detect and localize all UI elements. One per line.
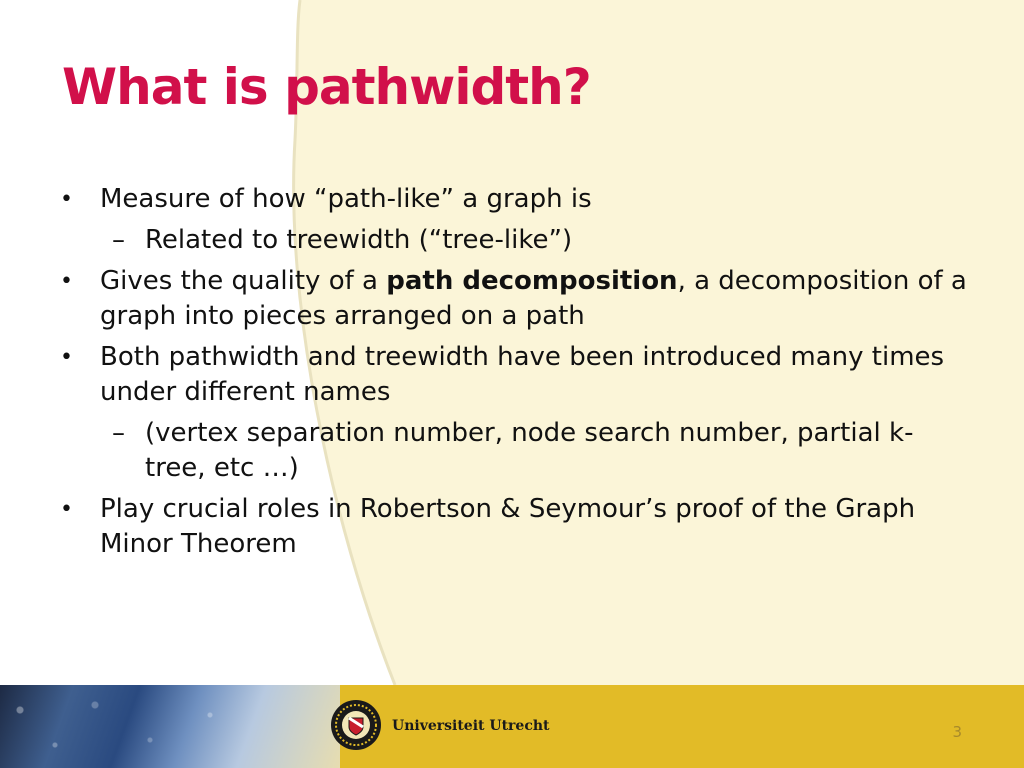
sub-bullet-item [60, 416, 970, 486]
bullet-text: Both pathwidth and treewidth have been introduced many times under different names [100, 342, 945, 407]
bullet-text-after: , a decomposition of a graph into pieces arranged on a path [100, 266, 967, 331]
bullet-text: Measure of how “path-like” a graph is [100, 184, 592, 214]
sub-bullet-item [60, 223, 970, 258]
bullet-text: Play crucial roles in Robertson & Seymour’s proof of the Graph Minor Theorem [100, 494, 916, 559]
sub-bullet-text: Related to treewidth (“tree-like”) [145, 225, 573, 255]
utrecht-seal-icon [330, 699, 382, 751]
bullet-icon: • [60, 187, 73, 212]
dash-icon: – [112, 418, 125, 448]
bullet-icon: • [60, 497, 73, 522]
bullet-list [60, 182, 970, 568]
slide-title: What is pathwidth? [62, 58, 591, 116]
bullet-item [60, 492, 970, 562]
sub-bullet-text: (vertex separation number, node search number, partial k-tree, etc …) [145, 418, 914, 483]
bold-term: path decomposition [386, 266, 678, 296]
dash-icon: – [112, 225, 125, 255]
footer-bar [0, 685, 1024, 768]
page-number: 3 [952, 723, 962, 741]
bullet-item [60, 182, 970, 217]
university-name: Universiteit Utrecht [392, 718, 550, 734]
bullet-item [60, 264, 970, 334]
footer-photo-strip [0, 685, 340, 768]
bullet-item [60, 340, 970, 410]
bullet-icon: • [60, 269, 73, 294]
bullet-icon: • [60, 345, 73, 370]
bullet-text-before: Gives the quality of a [100, 266, 387, 296]
